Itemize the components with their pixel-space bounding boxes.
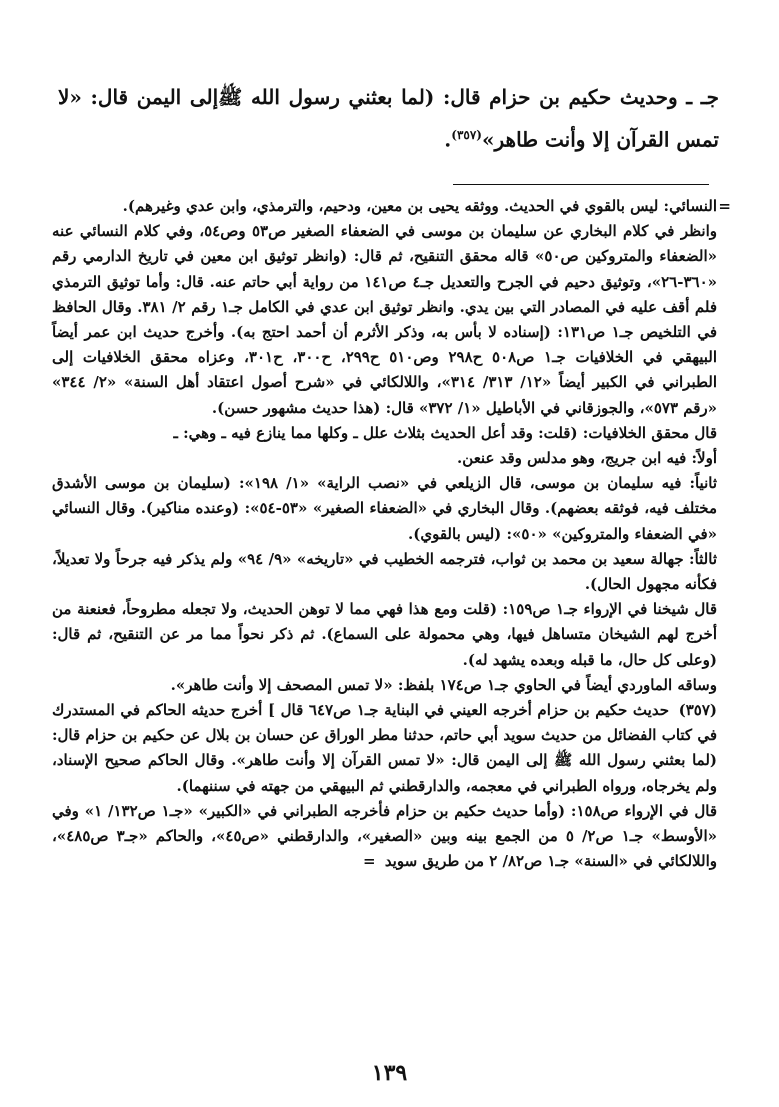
main-text-line — [58, 78, 719, 159]
footnote-paragraph: قال محقق الخلافيات: (قلت: وقد أعل الحديث بثلاث علل ـ وكلها مما ينازع فيه ـ وهي: ـ — [173, 423, 717, 442]
main-line-2: تمس القرآن إلا وأنت طاهر» — [481, 127, 719, 152]
footnote-paragraph: ثانياً: فيه سليمان بن موسى، قال الزيلعي في «نصب الراية» «١/ ١٩٨»: (سليمان بن موسى الأشدق مختلف فيه، فوثقه بعضهم). وقال البخاري في «الضعفاء الصغير» «٥٣-٥٤»: (وعنده مناكير). وقال النسائي «في الضعفاء والمتروكين» «٥٠»: (ليس بالقوي). — [52, 474, 718, 543]
footnote-paragraph: ثالثاً: جهالة سعيد بن محمد بن ثواب، فترجمه الخطيب في «تاريخه» «٩/ ٩٤» ولم يذكر فيه جرحاً ولا تعديلاً، فكأنه مجهول الحال). — [52, 549, 717, 594]
footnote-paragraph: وانظر في كلام البخاري عن سليمان بن موسى في الضعفاء الصغير ص٥٣ وص٥٤، وفي كلام النسائي عنه «الضعفاء والمتروكين ص٥٠» قاله محقق التنقيح، ثم قال: (وانظر توثيق ابن معين في تاريخ الدارمي رقم «٣٦٠-٢٦»، وتوثيق دحيم في الجرح والتعديل جـ٤ ص١٤١ من رواية أبي حاتم عنه. قال: وأما توثيق الترمذي فلم أقف عليه في المصادر التي بين يدي. وانظر توثيق ابن عدي في الكامل جـ١ رقم ٢/ ٣٨١. وقال الحافظ في التلخيص جـ١ ص١٣١: (إسناده لا بأس به، وذكر الأثرم أن أحمد احتج به). وأخرج حديث ابن عمر أيضاً البيهقي في الخلافيات جـ١ ص٥٠٨ ح٢٩٨ وص٥١٠ ح٢٩٩، ح٣٠٠، ح٣٠١، وعزاه محقق الخلافيات إلى الطبراني في الكبير أيضاً «١٢/ ٣١٣/ ٣١٤»، واللالكائي في «شرح أصول اعتقاد أهل السنة» «٢/ ٣٤٤» «رقم ٥٧٣»، والجوزقاني في الأباطيل «١/ ٣٧٢» قال: (هذا حديث مشهور حسن). — [52, 222, 718, 417]
footnote-paragraph: قال شيخنا في الإرواء جـ١ ص١٥٩: (قلت ومع هذا فهي مما لا توهن الحديث، ولا تجعله مطروحاً، فعنعنة من أخرج لهم الشيخان متساهل فيها، وهي محمولة على السماع). ثم ذكر نحواً مما مر عن التنقيح، ثم قال: (وعلى كل حال، ما قبله وبعده يشهد له). — [52, 600, 718, 669]
footnote-357 — [52, 698, 717, 799]
main-line-1: جـ ـ وحديث حكيم بن حزام قال: (لما بعثني رسول الله ﷺإلى اليمن قال: «لا — [58, 85, 719, 109]
footnote-ref-357: (٣٥٧) — [451, 128, 482, 142]
footnote-paragraph: أولاً: فيه ابن جريج، وهو مدلس وقد عنعن. — [457, 449, 717, 468]
footnote-number: (٣٥٧) — [678, 701, 717, 720]
page-number: ١٣٩ — [371, 1060, 408, 1086]
footnotes — [52, 194, 731, 874]
footnote-357-text: حديث حكيم بن حزام أخرجه العيني في البناية جـ١ ص٦٤٧ قال ] أخرج حديثه الحاكم في المستدرك في كتاب الفضائل من حديث سويد أبي حاتم، حدثنا مطر الوراق عن حسان بن بلال عن حكيم بن حزام قال: (لما بعثني رسول الله ﷺ إلى اليمن قال: «لا تمس القرآن إلا وأنت طاهر». وقال الحاكم صحيح الإسناد، ولم يخرجاه، ورواه الطبراني في معجمه، والدارقطني ثم البيهقي من جهته في سننهما). — [52, 701, 717, 795]
footnote-paragraph: النسائي: ليس بالقوي في الحديث. ووثقه يحيى بن معين، ودحيم، والترمذي، وابن عدي وغيرهم). — [122, 197, 717, 215]
footnote-357-continued — [52, 799, 717, 875]
footnote-paragraph: وساقه الماوردي أيضاً في الحاوي جـ١ ص١٧٤ بلفظ: «لا تمس المصحف إلا وأنت طاهر». — [170, 675, 717, 694]
footnote-divider — [453, 184, 709, 185]
continuation-marker: = — [718, 197, 731, 215]
main-text — [58, 78, 719, 159]
main-line-2-end: . — [444, 127, 452, 152]
footnote-357-text2: قال في الإرواء ص١٥٨: (وأما حديث حكيم بن حزام فأخرجه الطبراني في «الكبير» «جـ١ ص١٣٢/ ١» وفي «الأوسط» جـ١ ص٢/ ٥ من الجمع بينه وبين «الصغير»، والدارقطني «ص٤٥»، والحاكم «جـ٣ ص٤٨٥»، واللالكائي في «السنة» جـ١ ص٨٢/ ٢ من طريق سويد — [52, 801, 718, 871]
continuation-end-marker: = — [363, 852, 376, 871]
